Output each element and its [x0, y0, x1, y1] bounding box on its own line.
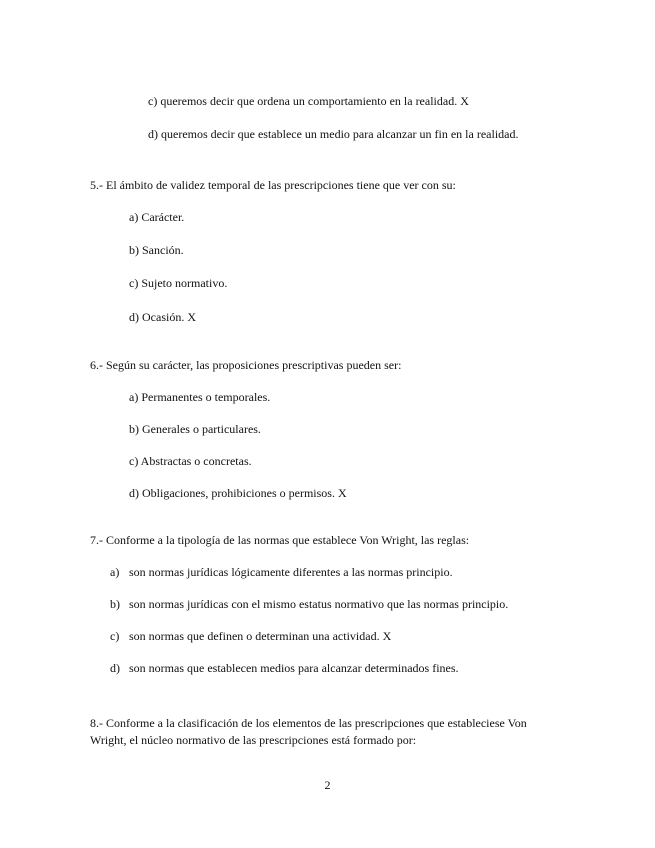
page-number: 2 [324, 778, 331, 792]
q5-option-b: b) Sanción. [129, 243, 184, 257]
question-6-stem: 6.- Según su carácter, las proposiciones prescriptivas pueden ser: [90, 358, 402, 372]
option-d: d) queremos decir que establece un medio para alcanzar un fin en la realidad. [148, 127, 519, 141]
q7-option-a-text: son normas jurídicas lógicamente diferentes a las normas principio. [129, 565, 453, 579]
q5-option-d: d) Ocasión. X [129, 310, 196, 324]
question-8-stem-line1: 8.- Conforme a la clasificación de los elementos de las prescripciones que estableciese Von [90, 716, 527, 730]
q5-option-c: c) Sujeto normativo. [129, 276, 228, 290]
question-8-stem-line2: Wright, el núcleo normativo de las prescripciones está formado por: [90, 733, 417, 747]
q7-option-b-label: b) [110, 597, 120, 611]
q7-option-b-text: son normas jurídicas con el mismo estatus normativo que las normas principio. [129, 597, 509, 611]
q6-option-b: b) Generales o particulares. [129, 422, 261, 436]
question-7-stem: 7.- Conforme a la tipología de las normas que establece Von Wright, las reglas: [90, 533, 470, 547]
q6-option-c: c) Abstractas o concretas. [129, 454, 252, 468]
question-5-stem: 5.- El ámbito de validez temporal de las prescripciones tiene que ver con su: [90, 178, 456, 192]
q6-option-d: d) Obligaciones, prohibiciones o permisos. X [129, 486, 347, 500]
q7-option-d-label: d) [110, 661, 120, 675]
option-c: c) queremos decir que ordena un comportamiento en la realidad. X [148, 94, 469, 108]
q5-option-a: a) Carácter. [129, 210, 185, 224]
q7-option-a-label: a) [110, 565, 120, 579]
q6-option-a: a) Permanentes o temporales. [129, 390, 271, 404]
q7-option-c-label: c) [110, 629, 120, 643]
q7-option-c-text: son normas que definen o determinan una actividad. X [129, 629, 392, 643]
q7-option-d-text: son normas que establecen medios para alcanzar determinados fines. [129, 661, 459, 675]
